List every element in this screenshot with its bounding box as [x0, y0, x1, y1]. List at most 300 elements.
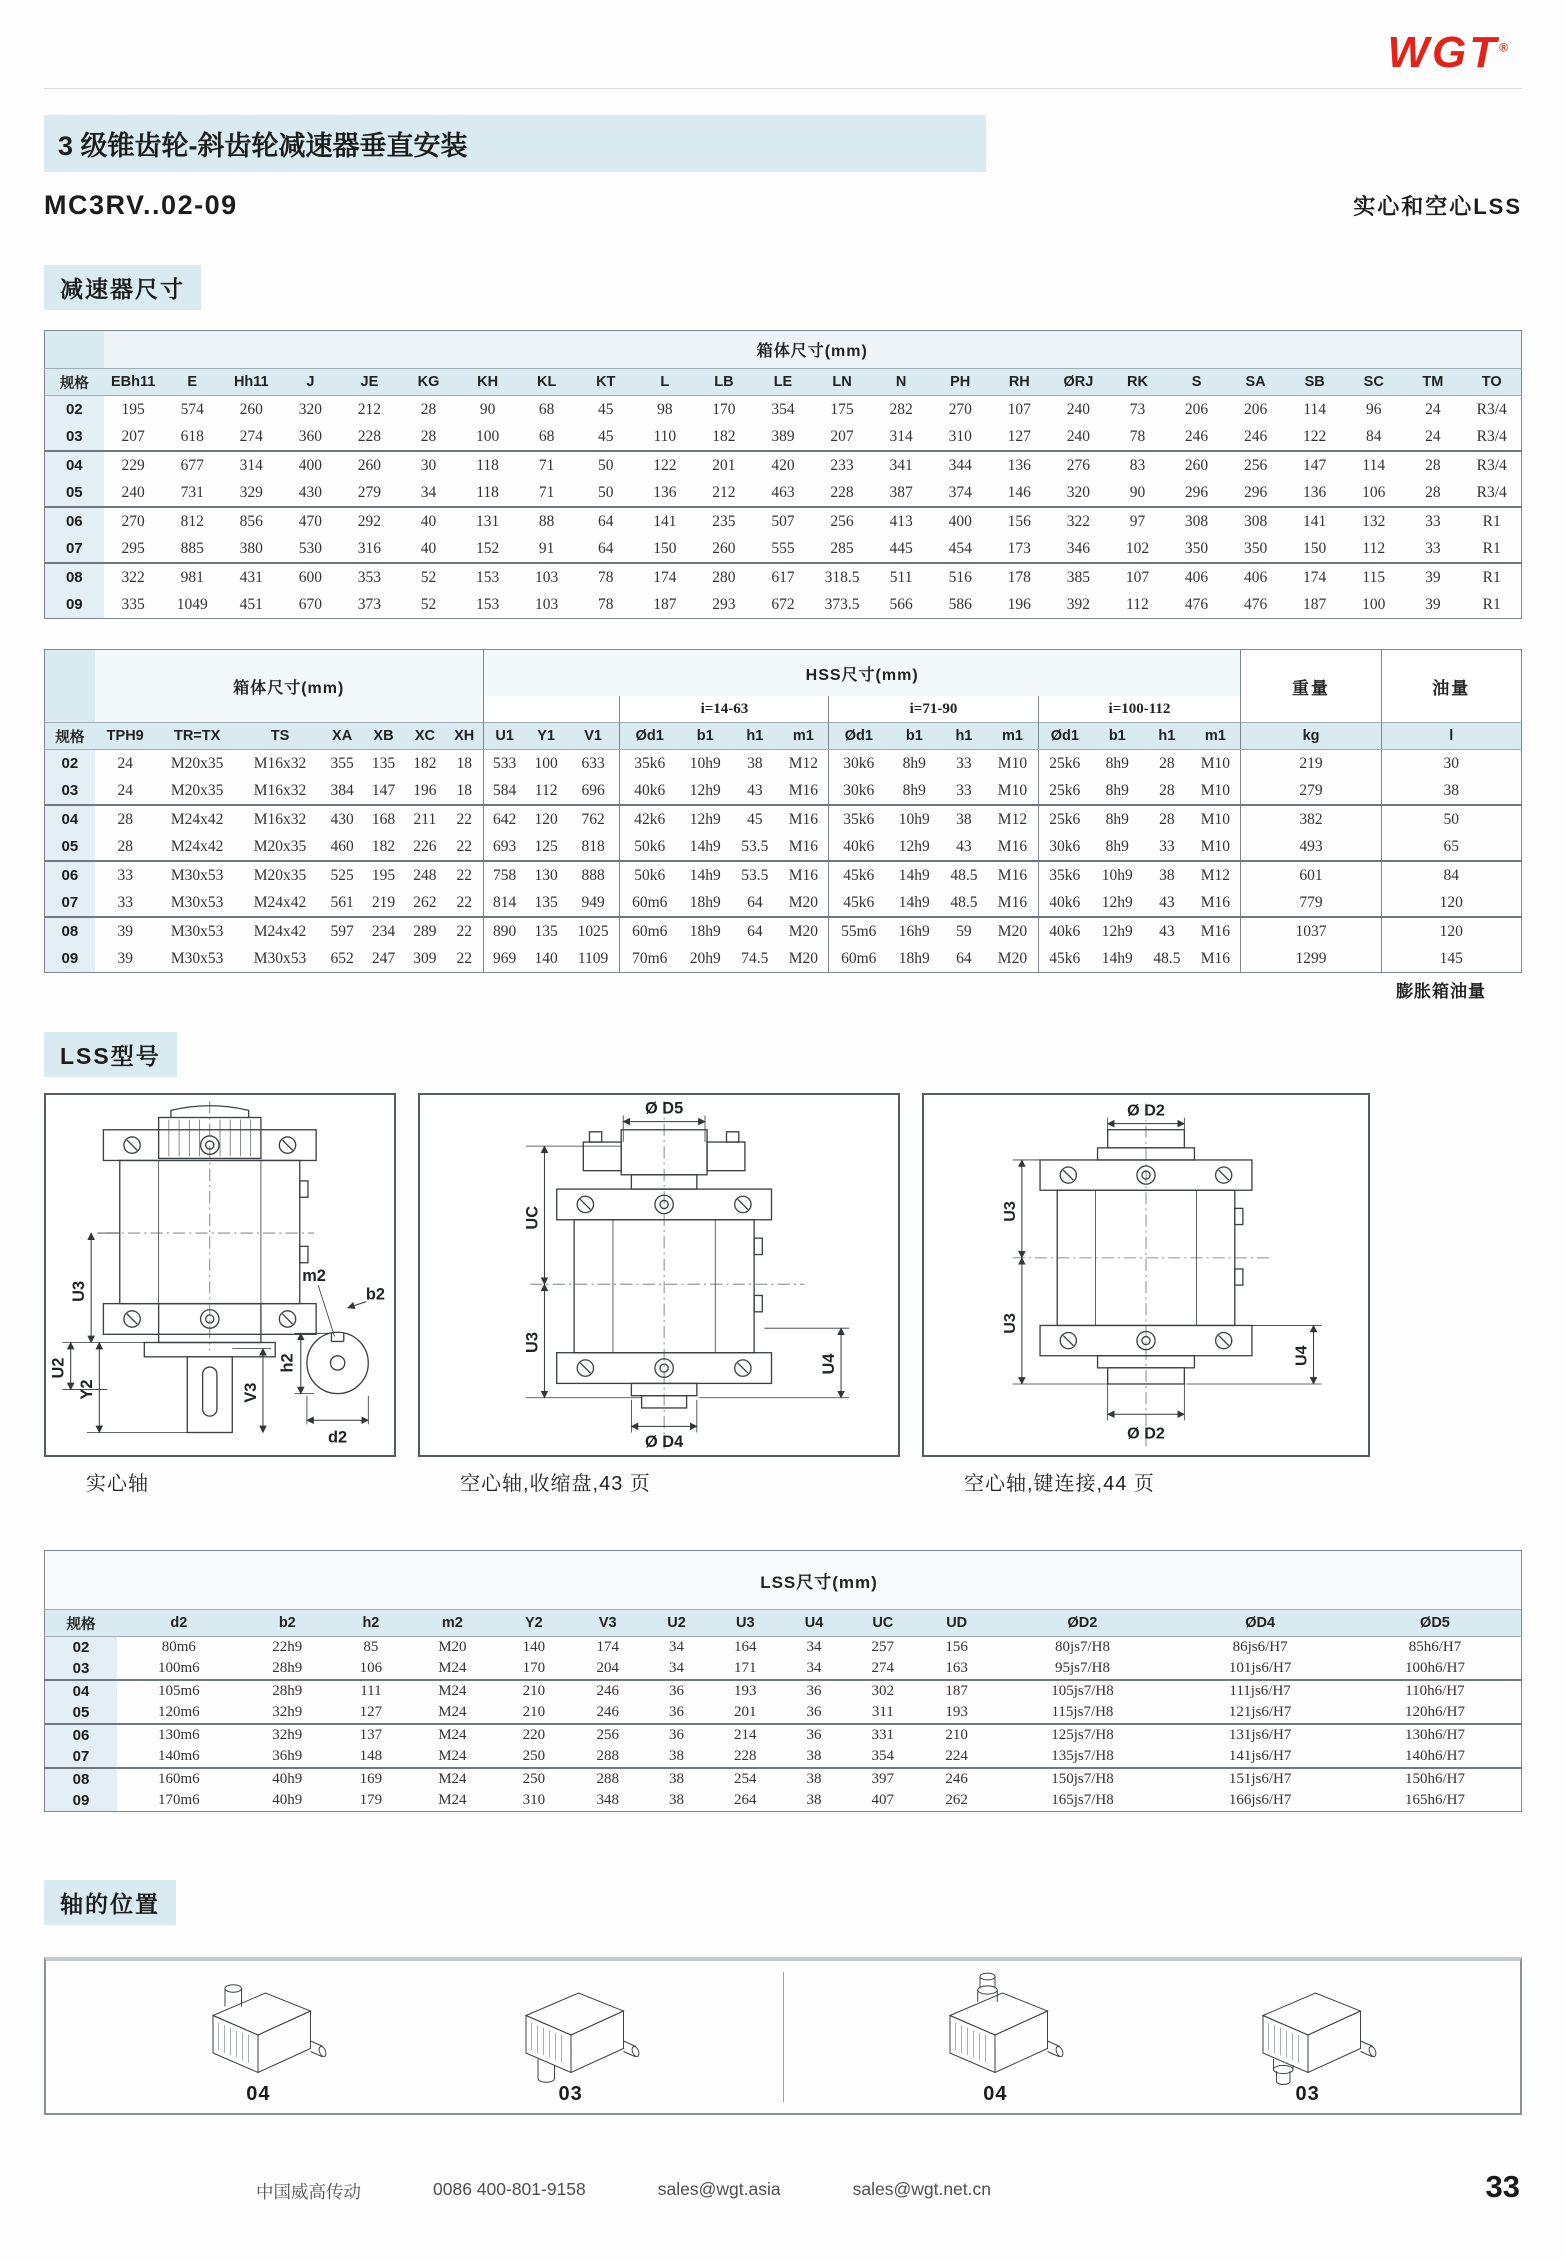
section-label-shaft-positions: 轴的位置: [44, 1880, 176, 1925]
table-cell: 135: [525, 917, 566, 945]
table-cell: 131js6/H7: [1171, 1724, 1349, 1746]
table-cell: 296: [1243, 483, 1268, 501]
column-header: h1: [1143, 723, 1190, 750]
header-divider: [44, 88, 1522, 89]
table-cell: 260: [712, 539, 736, 557]
column-header: E: [163, 369, 222, 396]
table-cell: 463: [771, 483, 795, 501]
table-cell: 136: [1303, 483, 1327, 501]
table-cell: 814: [483, 889, 525, 917]
table-cell: 316: [357, 539, 382, 557]
table-cell: 257: [871, 1639, 895, 1655]
dim-label-d4: Ø D4: [645, 1432, 684, 1451]
table-cell: M16x32: [253, 781, 307, 799]
row-spec: 05: [45, 1702, 118, 1724]
table-cell: M30x53: [170, 949, 224, 967]
shaft-position-item: [158, 1969, 358, 2106]
table-cell: 293: [712, 595, 736, 613]
table-cell: 90: [1129, 483, 1146, 501]
table-row: [45, 1658, 1522, 1680]
hss-dimensions-table: [44, 649, 1522, 973]
column-header: l: [1381, 723, 1521, 750]
table-cell: M24: [438, 1660, 467, 1676]
table-cell: 355: [330, 754, 354, 772]
table-cell: 314: [222, 451, 281, 479]
table-cell: 78: [576, 563, 635, 591]
ratio-group-1: i=14-63: [620, 696, 829, 723]
table-row: [45, 507, 1522, 535]
table-cell: 50: [576, 451, 635, 479]
table-cell: M20: [788, 949, 819, 967]
table-cell: 164: [734, 1639, 757, 1655]
table-cell: 73: [1129, 400, 1146, 418]
table-cell: 779: [1241, 889, 1381, 917]
table-cell: M30x53: [170, 893, 224, 911]
table-cell: 530: [298, 539, 322, 557]
table-cell: M12: [788, 754, 819, 772]
row-spec: 02: [45, 750, 95, 778]
table-cell: 677: [163, 451, 222, 479]
housing-dimensions-body: [45, 396, 1522, 619]
row-spec: 05: [45, 479, 104, 507]
table-cell: 35k6: [1038, 861, 1091, 889]
position-label: 04: [246, 2082, 271, 2105]
column-header-row: [45, 369, 1522, 396]
table-cell: 617: [753, 563, 812, 591]
column-header: L: [635, 369, 694, 396]
table-cell: 64: [576, 507, 635, 535]
table-cell: 169: [334, 1768, 408, 1790]
table-cell: 120h6/H7: [1404, 1704, 1465, 1720]
table-row: [45, 1702, 1522, 1724]
table-cell: 38: [645, 1768, 709, 1790]
table-cell: R1: [1462, 507, 1521, 535]
table-cell: 888: [567, 861, 620, 889]
table-cell: 135: [534, 893, 558, 911]
column-header: Ød1: [620, 723, 679, 750]
column-header: KG: [399, 369, 458, 396]
column-header: TPH9: [95, 723, 156, 750]
page-title: 3 级锥齿轮-斜齿轮减速器垂直安装: [44, 115, 986, 172]
table-cell: 318.5: [813, 563, 872, 591]
table-cell: 65: [1381, 833, 1521, 861]
table-cell: 84: [1366, 427, 1382, 445]
table-cell: 130m6: [117, 1724, 241, 1746]
table-cell: M16: [1200, 949, 1231, 967]
table-cell: 314: [889, 427, 913, 445]
table-cell: 40k6: [620, 777, 679, 805]
table-cell: 39: [95, 917, 156, 945]
table-cell: 335: [121, 595, 145, 613]
column-header: EBh11: [104, 369, 163, 396]
table-cell: 64: [956, 949, 972, 967]
table-cell: 276: [1049, 451, 1108, 479]
table-cell: 597: [321, 917, 362, 945]
table-cell: 38: [782, 1768, 846, 1790]
table-cell: 18: [456, 781, 472, 799]
shaft-position-item: [471, 1969, 671, 2106]
column-header-row: [45, 1610, 1522, 1637]
table-cell: 289: [404, 917, 445, 945]
table-cell: 36: [668, 1704, 684, 1720]
table-cell: 120: [1381, 917, 1521, 945]
table-cell: 150h6/H7: [1349, 1768, 1522, 1790]
table-cell: 33: [1425, 539, 1441, 557]
table-cell: 28: [1425, 483, 1441, 501]
row-spec: 03: [45, 1658, 118, 1680]
table-row: [45, 479, 1522, 507]
table-cell: 85: [363, 1639, 379, 1655]
table-cell: 100: [475, 427, 500, 445]
table-cell: 64: [747, 893, 763, 911]
table-cell: 30k6: [829, 750, 888, 778]
table-row: [45, 750, 1522, 778]
table-cell: 10h9: [1091, 861, 1143, 889]
table-cell: 36: [782, 1724, 846, 1746]
table-cell: 207: [830, 427, 854, 445]
table-cell: 34: [806, 1639, 822, 1655]
table-cell: 308: [1226, 507, 1285, 535]
table-cell: 204: [596, 1660, 619, 1676]
table-cell: 672: [771, 595, 795, 613]
table-cell: 107: [1108, 563, 1167, 591]
row-spec: 02: [45, 1637, 118, 1659]
table-cell: 60m6: [829, 945, 888, 973]
table-cell: 35k6: [829, 805, 888, 833]
figure-caption-key-connection: 空心轴,键连接,44 页: [964, 1473, 1155, 1495]
table-cell: 346: [1066, 539, 1090, 557]
table-cell: 38: [668, 1792, 684, 1808]
table-cell: 285: [830, 539, 854, 557]
table-cell: 220: [497, 1724, 571, 1746]
table-cell: 140: [534, 949, 558, 967]
table-cell: 45k6: [829, 889, 888, 917]
table-cell: 28: [420, 400, 437, 418]
dim-label-d2-bottom: Ø D2: [1127, 1424, 1165, 1443]
column-header: SC: [1344, 369, 1403, 396]
table-cell: 210: [497, 1680, 571, 1702]
table-cell: 279: [1241, 777, 1381, 805]
dim-label-u3: U3: [523, 1332, 542, 1353]
table-cell: 256: [1226, 451, 1285, 479]
shaft-positions-frame: [44, 1957, 1522, 2115]
table-cell: 121js6/H7: [1228, 1704, 1292, 1720]
corner-cell: [45, 650, 95, 723]
table-cell: 38: [1381, 777, 1521, 805]
table-cell: 246: [1184, 427, 1209, 445]
table-cell: 354: [771, 400, 795, 418]
table-cell: 182: [712, 427, 736, 445]
table-cell: 348: [596, 1792, 619, 1808]
page-header: [44, 26, 1522, 80]
table-cell: 460: [330, 837, 354, 855]
table-cell: 228: [830, 483, 854, 501]
table-cell: 86js6/H7: [1232, 1639, 1288, 1655]
column-header: ØD4: [1171, 1610, 1349, 1637]
table-cell: 274: [239, 427, 263, 445]
table-cell: 88: [517, 507, 576, 535]
table-cell: 18: [456, 754, 472, 772]
table-cell: M24: [408, 1724, 497, 1746]
table-cell: 43: [1143, 917, 1190, 945]
table-cell: 331: [846, 1724, 920, 1746]
table-cell: 586: [948, 595, 972, 613]
table-cell: 260: [239, 400, 263, 418]
shaft-down-drawing: [471, 1969, 671, 2089]
table-cell: 174: [1285, 563, 1344, 591]
table-cell: 22h9: [272, 1639, 303, 1655]
table-cell: 111js6/H7: [1171, 1680, 1349, 1702]
table-cell: 762: [567, 805, 620, 833]
table-cell: 45: [597, 427, 614, 445]
phone-number: 0086 400-801-9158: [433, 2179, 586, 2199]
table-cell: 32h9: [241, 1724, 334, 1746]
table-cell: 152: [475, 539, 500, 557]
table-cell: 38: [668, 1748, 684, 1764]
table-cell: 600: [281, 563, 340, 591]
table-cell: 206: [1184, 400, 1209, 418]
table-cell: 95js7/H8: [1054, 1660, 1110, 1676]
table-cell: 344: [931, 451, 990, 479]
table-cell: 141js6/H7: [1228, 1748, 1292, 1764]
table-cell: 8h9: [1091, 805, 1143, 833]
table-cell: 22: [456, 893, 472, 911]
table-cell: 350: [1243, 539, 1268, 557]
table-cell: M16: [1200, 893, 1231, 911]
table-cell: 302: [846, 1680, 920, 1702]
spec-column-header: 规格: [45, 369, 104, 396]
table-cell: 43: [747, 781, 763, 799]
table-cell: 430: [298, 483, 322, 501]
table-group-header-row: [45, 650, 1522, 697]
table-cell: 400: [931, 507, 990, 535]
table-cell: 400: [281, 451, 340, 479]
table-cell: 260: [1167, 451, 1226, 479]
column-header: m2: [408, 1610, 497, 1637]
table-cell: 219: [371, 893, 396, 911]
table-cell: 353: [340, 563, 399, 591]
shaft-type-note: 实心和空心LSS: [1353, 194, 1522, 219]
table-row: [45, 833, 1522, 861]
table-cell: 885: [180, 539, 204, 557]
table-cell: 174: [635, 563, 694, 591]
column-header: Hh11: [222, 369, 281, 396]
table-cell: 24: [117, 754, 133, 772]
positions-right-group: [783, 1961, 1520, 2113]
table-cell: 260: [340, 451, 399, 479]
corner-cell: [45, 331, 104, 369]
table-cell: M20: [438, 1639, 467, 1655]
table-cell: 150js7/H8: [994, 1768, 1172, 1790]
table-row: [45, 535, 1522, 563]
dim-label-u3-lower: U3: [1000, 1313, 1019, 1334]
table-row: [45, 1768, 1522, 1790]
row-spec: 02: [45, 396, 104, 424]
table-cell: M16x32: [239, 805, 322, 833]
table-row: [45, 1637, 1522, 1659]
table-cell: 193: [708, 1680, 782, 1702]
table-cell: 24: [1425, 427, 1441, 445]
row-spec: 09: [45, 591, 104, 619]
drawing-frame: [418, 1093, 900, 1457]
table-cell: 22: [446, 861, 484, 889]
table-cell: 279: [357, 483, 382, 501]
table-cell: 145: [1381, 945, 1521, 973]
table-cell: R1: [1482, 595, 1501, 613]
row-spec: 04: [45, 805, 95, 833]
row-spec: 04: [45, 451, 104, 479]
table-cell: 454: [948, 539, 972, 557]
brand-logo-text: WGT: [1387, 28, 1500, 77]
column-header: U2: [645, 1610, 709, 1637]
table-cell: 141: [1285, 507, 1344, 535]
table-cell: 250: [497, 1768, 571, 1790]
table-cell: M20x35: [170, 781, 224, 799]
table-cell: 118: [476, 483, 499, 501]
column-header: ØD5: [1349, 1610, 1522, 1637]
table-cell: 584: [483, 777, 525, 805]
table-cell: 112: [1126, 595, 1149, 613]
table-cell: R3/4: [1462, 451, 1521, 479]
table-cell: 102: [1125, 539, 1150, 557]
table-cell: 18h9: [898, 949, 930, 967]
table-cell: 445: [889, 539, 913, 557]
table-cell: 525: [321, 861, 362, 889]
table-cell: 407: [871, 1792, 895, 1808]
table-cell: 85h6/H7: [1408, 1639, 1462, 1655]
dim-label-d5: Ø D5: [645, 1099, 684, 1118]
figure-hollow-shaft-key: [922, 1093, 1370, 1496]
table-cell: 52: [420, 595, 437, 613]
column-header: V3: [571, 1610, 645, 1637]
table-cell: 156: [990, 507, 1049, 535]
email-primary: sales@wgt.asia: [657, 2179, 781, 2199]
table-cell: 12h9: [689, 781, 721, 799]
table-cell: 71: [517, 451, 576, 479]
table-cell: 97: [1108, 507, 1167, 535]
table-cell: 125: [534, 837, 558, 855]
table-cell: 132: [1344, 507, 1403, 535]
table-cell: 38: [747, 754, 763, 772]
table-cell: 114: [1344, 451, 1403, 479]
table-cell: 168: [363, 805, 404, 833]
table-cell: 156: [945, 1639, 968, 1655]
column-header: UC: [846, 1610, 920, 1637]
table-cell: R1: [1462, 563, 1521, 591]
table-cell: 163: [945, 1660, 968, 1676]
table-cell: 28h9: [241, 1680, 334, 1702]
row-spec: 05: [45, 833, 95, 861]
table-cell: 150: [653, 539, 677, 557]
table-cell: 48.5: [1153, 949, 1181, 967]
table-cell: 234: [363, 917, 404, 945]
table-cell: R3/4: [1476, 400, 1507, 418]
table-cell: 24: [1425, 400, 1441, 418]
table-cell: 219: [1241, 750, 1381, 778]
table-cell: 103: [535, 595, 559, 613]
table-cell: 288: [596, 1748, 619, 1764]
table-cell: M20: [987, 917, 1038, 945]
table-cell: 112: [1362, 539, 1386, 557]
table-row: [45, 917, 1522, 945]
spec-column-header: 规格: [45, 723, 95, 750]
table-cell: 78: [597, 595, 614, 613]
corner-cell: [45, 1551, 118, 1610]
column-header: Y2: [497, 1610, 571, 1637]
column-header: RK: [1108, 369, 1167, 396]
column-header: TO: [1462, 369, 1521, 396]
table-cell: 70m6: [620, 945, 679, 973]
table-cell: 25k6: [1038, 777, 1091, 805]
table-cell: 60m6: [620, 917, 679, 945]
table-cell: 392: [1066, 595, 1090, 613]
dim-label-d2-top: Ø D2: [1127, 1101, 1165, 1120]
table-cell: 140h6/H7: [1404, 1748, 1465, 1764]
table-cell: 40k6: [829, 833, 888, 861]
table-cell: 890: [483, 917, 525, 945]
table-cell: 43: [956, 837, 972, 855]
table-cell: 115: [1344, 563, 1403, 591]
table-cell: 28: [420, 427, 437, 445]
dim-label-u3-upper: U3: [1000, 1201, 1019, 1222]
table-cell: M12: [987, 805, 1038, 833]
column-header: b2: [241, 1610, 334, 1637]
figure-hollow-shaft-shrink-disc: [418, 1093, 900, 1496]
column-header: PH: [931, 369, 990, 396]
dim-label-uc: UC: [523, 1205, 542, 1230]
table-cell: 45k6: [829, 861, 888, 889]
table-cell: M20: [788, 893, 819, 911]
table-cell: 34: [668, 1660, 684, 1676]
figure-solid-shaft: [44, 1093, 396, 1496]
table-cell: 195: [121, 400, 145, 418]
table-cell: 148: [359, 1748, 383, 1764]
shaft-up-drawing: [158, 1969, 358, 2089]
table-cell: 354: [871, 1748, 895, 1764]
table-cell: 105m6: [117, 1680, 241, 1702]
table-cell: 28: [1159, 781, 1175, 799]
drawing-frame: [922, 1093, 1370, 1457]
table-cell: 59: [940, 917, 987, 945]
column-header: TR=TX: [156, 723, 239, 750]
table-cell: 397: [846, 1768, 920, 1790]
oil-header: 油量: [1381, 650, 1521, 723]
table-cell: 24: [117, 781, 133, 799]
shaft-down-collar-drawing: [1208, 1969, 1408, 2089]
table-cell: 50: [597, 483, 614, 501]
table-cell: 182: [413, 754, 437, 772]
table-cell: 100h6/H7: [1404, 1660, 1465, 1676]
column-header: LE: [753, 369, 812, 396]
group-header: 箱体尺寸(mm): [104, 331, 1522, 369]
table-cell: 431: [222, 563, 281, 591]
table-cell: 100: [534, 754, 558, 772]
table-cell: 80m6: [161, 1639, 196, 1655]
table-cell: M16: [778, 805, 829, 833]
table-cell: 387: [889, 483, 913, 501]
table-row: [45, 889, 1522, 917]
brand-logo: [1387, 28, 1508, 77]
table-cell: 111: [334, 1680, 408, 1702]
table-cell: 84: [1381, 861, 1521, 889]
table-row: [45, 945, 1522, 973]
table-cell: 240: [1066, 427, 1090, 445]
table-cell: 147: [371, 781, 396, 799]
table-cell: 476: [1243, 595, 1268, 613]
table-cell: 110h6/H7: [1349, 1680, 1522, 1702]
table-cell: 574: [180, 400, 204, 418]
column-header: h1: [940, 723, 987, 750]
